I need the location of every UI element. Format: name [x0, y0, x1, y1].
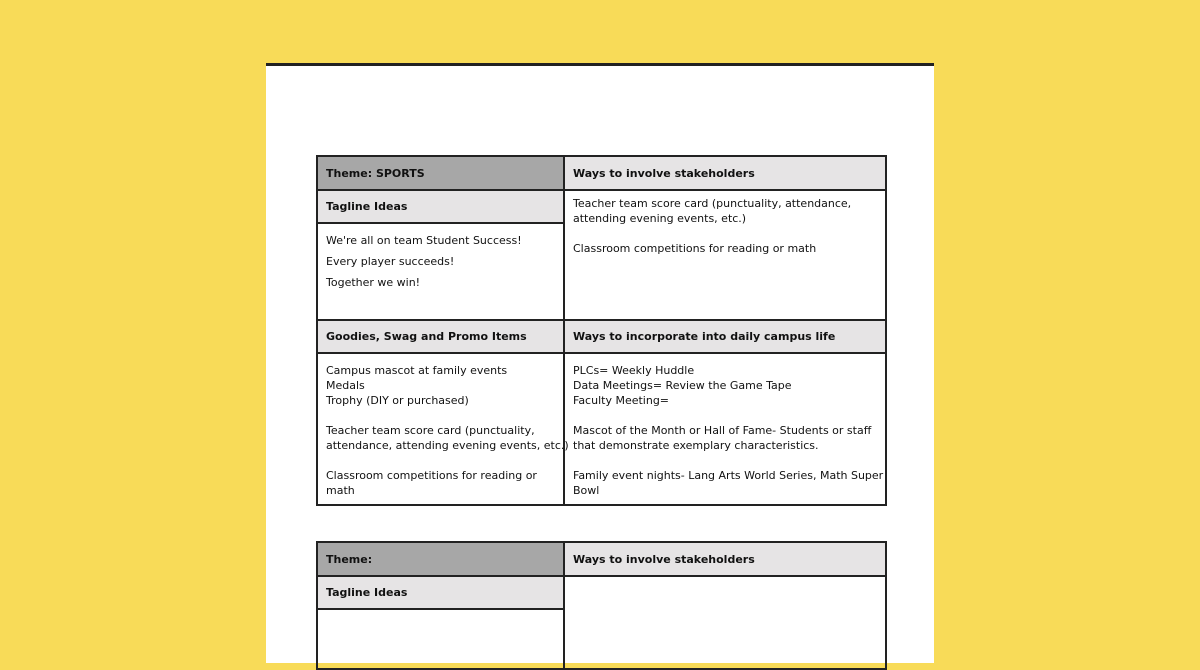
document-page [266, 63, 934, 663]
tagline-header-cell: Tagline Ideas [317, 576, 564, 609]
theme-label-cell: Theme: [317, 542, 564, 576]
goodies-line: Classroom competitions for reading or [326, 469, 537, 482]
theme-table-sports [316, 155, 887, 506]
tagline-content-cell [317, 223, 564, 320]
goodies-header-cell: Goodies, Swag and Promo Items [317, 320, 564, 353]
stakeholders-blank-line [573, 226, 877, 241]
daily-life-line: Faculty Meeting= [573, 394, 670, 407]
daily-life-line: Mascot of the Month or Hall of Fame- Students or staff [573, 424, 872, 437]
goodies-line: Medals [326, 379, 365, 392]
stakeholders-header-cell: Ways to involve stakeholders [564, 542, 886, 576]
stakeholders-content-cell [564, 576, 886, 669]
goodies-line: attendance, attending evening events, etc.) [326, 439, 569, 452]
spacer [573, 408, 877, 423]
tagline-item: Every player succeeds! [326, 255, 455, 268]
spacer [326, 453, 555, 468]
stakeholders-line: Teacher team score card (punctuality, attendance, [573, 197, 852, 210]
theme-label-cell: Theme: SPORTS [317, 156, 564, 190]
goodies-line: math [326, 484, 355, 497]
tagline-item: We're all on team Student Success! [326, 234, 522, 247]
daily-life-line: that demonstrate exemplary characteristics. [573, 439, 819, 452]
stakeholders-line: Classroom competitions for reading or math [573, 242, 817, 255]
spacer [573, 453, 877, 468]
stakeholders-header-cell: Ways to involve stakeholders [564, 156, 886, 190]
stakeholders-content-cell [564, 190, 886, 320]
goodies-line: Campus mascot at family events [326, 364, 508, 377]
goodies-content-cell [317, 353, 569, 505]
daily-life-line: Data Meetings= Review the Game Tape [573, 379, 792, 392]
goodies-line: Teacher team score card (punctuality, [326, 424, 535, 437]
stakeholders-line: attending evening events, etc.) [573, 212, 747, 225]
daily-life-line: Family event nights- Lang Arts World Series, Math Super [573, 469, 884, 482]
tagline-item: Together we win! [326, 276, 421, 289]
spacer [326, 408, 555, 423]
daily-life-header-cell: Ways to incorporate into daily campus life [564, 320, 886, 353]
tagline-content-cell [317, 609, 564, 669]
theme-table-blank [316, 541, 887, 670]
goodies-line: Trophy (DIY or purchased) [326, 394, 469, 407]
daily-life-line: PLCs= Weekly Huddle [573, 364, 695, 377]
daily-life-content-cell [564, 353, 886, 505]
daily-life-line: Bowl [573, 484, 600, 497]
tagline-header-cell: Tagline Ideas [317, 190, 564, 223]
